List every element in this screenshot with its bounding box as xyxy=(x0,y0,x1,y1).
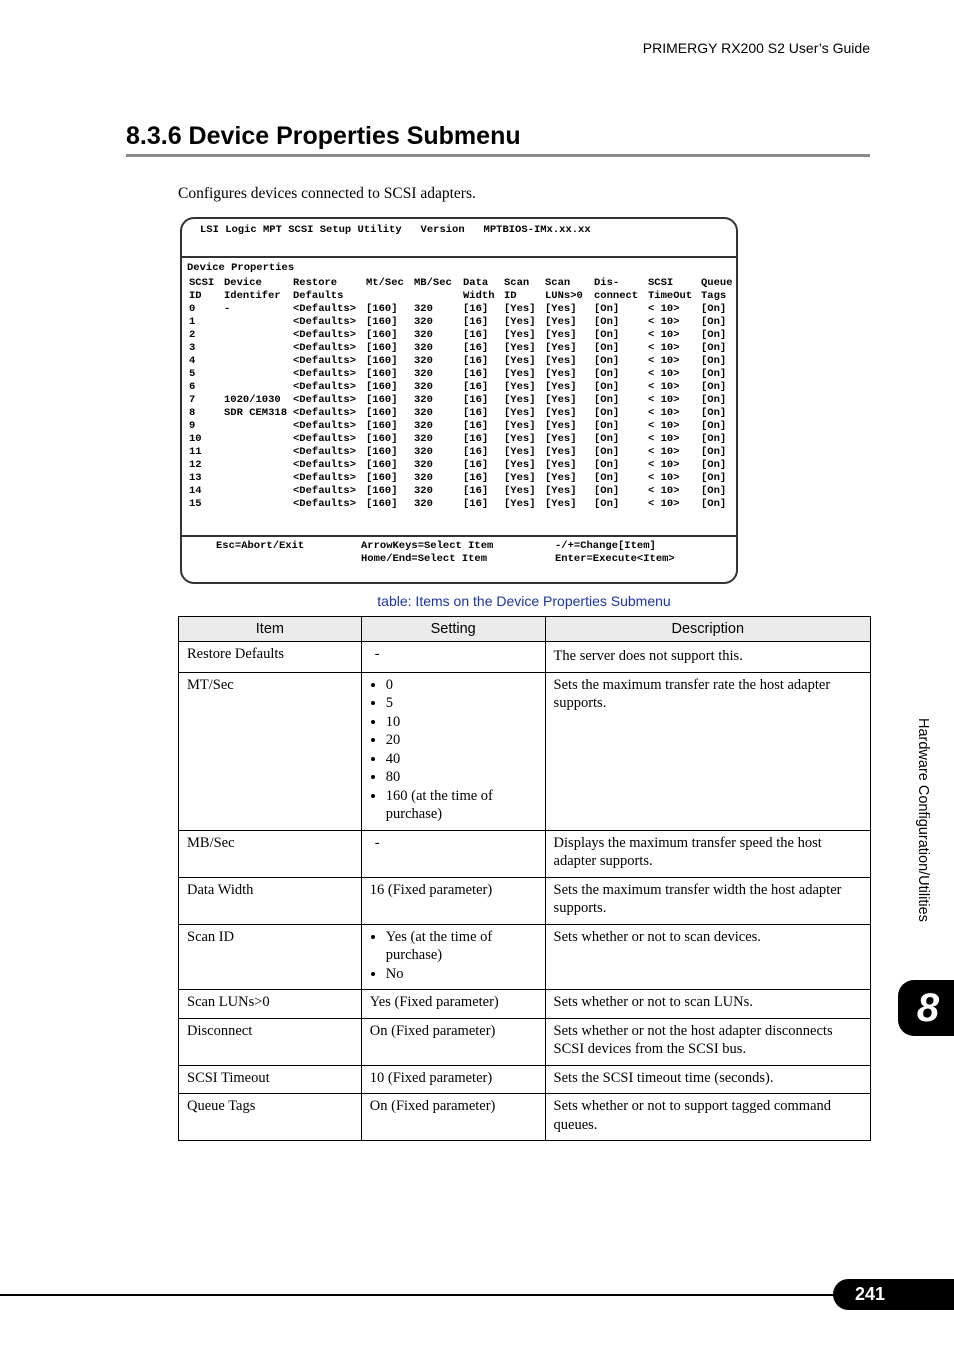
screen-cell[interactable]: 320 xyxy=(414,407,433,419)
screen-column xyxy=(701,277,733,511)
setting-value: On (Fixed parameter) xyxy=(369,1098,496,1114)
screen-cell[interactable]: [Yes] xyxy=(504,394,536,406)
screen-cell[interactable]: [Yes] xyxy=(504,316,536,328)
screen-cell[interactable]: [16] xyxy=(463,355,489,367)
screen-cell[interactable]: <Defaults> xyxy=(293,433,357,445)
screen-cell[interactable]: [Yes] xyxy=(545,355,577,367)
setting-value: On (Fixed parameter) xyxy=(369,1022,496,1039)
screen-cell[interactable]: [On] xyxy=(594,446,620,458)
screen-cell[interactable]: [160] xyxy=(366,407,398,419)
screen-cell[interactable]: [Yes] xyxy=(504,485,536,497)
screen-cell[interactable]: < 10> xyxy=(648,407,680,419)
description-cell: Sets whether or not the host adapter disconnects SCSI devices from the SCSI bus. xyxy=(545,1018,870,1065)
screen-cell[interactable]: [16] xyxy=(463,394,489,406)
table-row xyxy=(179,877,871,924)
screen-cell[interactable]: [16] xyxy=(463,303,489,315)
screen-cell[interactable]: < 10> xyxy=(648,342,680,354)
setting-option: • 10 xyxy=(386,713,537,732)
header-setting: Setting xyxy=(361,617,545,642)
header-description: Description xyxy=(545,617,870,642)
screen-cell[interactable]: [On] xyxy=(701,459,727,471)
table-row xyxy=(179,1018,871,1065)
screen-cell[interactable]: 320 xyxy=(414,485,433,497)
screen-cell[interactable]: < 10> xyxy=(648,394,680,406)
item-cell: Queue Tags xyxy=(179,1094,362,1141)
screen-cell[interactable]: [On] xyxy=(594,394,620,406)
item-cell: Restore Defaults xyxy=(179,642,362,673)
setting-value: 16 (Fixed parameter) xyxy=(369,881,493,898)
column-header: Restore xyxy=(293,277,338,289)
screen-cell[interactable]: 320 xyxy=(414,498,433,510)
screen-cell[interactable]: [Yes] xyxy=(545,472,577,484)
description-cell: Sets the SCSI timeout time (seconds). xyxy=(545,1065,870,1094)
screen-cell: 7 xyxy=(189,394,196,406)
screen-cell: 1 xyxy=(189,316,196,328)
screen-cell xyxy=(224,342,287,355)
screen-cell xyxy=(224,381,287,394)
title-divider xyxy=(182,256,736,258)
screen-cell[interactable]: 320 xyxy=(414,355,433,367)
setting-cell xyxy=(361,877,545,924)
header-item: Item xyxy=(179,617,362,642)
screen-cell[interactable]: [On] xyxy=(594,303,620,315)
screen-cell[interactable]: <Defaults> xyxy=(293,420,357,432)
screen-column xyxy=(463,277,495,511)
screen-cell[interactable]: [Yes] xyxy=(545,407,577,419)
chapter-side-label: Hardware Configuration/Utilities xyxy=(915,718,931,922)
screen-cell[interactable]: [160] xyxy=(366,446,398,458)
screen-cell[interactable]: [On] xyxy=(701,303,727,315)
footer-rule xyxy=(0,1294,840,1296)
setting-cell xyxy=(361,990,545,1019)
screen-cell: 12 xyxy=(189,459,202,471)
setting-list xyxy=(370,928,537,984)
screen-cell: 14 xyxy=(189,485,202,497)
screen-cell[interactable]: 320 xyxy=(414,368,433,380)
screen-cell[interactable]: [Yes] xyxy=(504,407,536,419)
setting-cell xyxy=(361,924,545,990)
screen-cell[interactable]: [Yes] xyxy=(504,303,536,315)
screen-cell[interactable]: [On] xyxy=(701,446,727,458)
screen-cell[interactable]: < 10> xyxy=(648,355,680,367)
screen-cell[interactable]: [160] xyxy=(366,459,398,471)
column-header-line2: Width xyxy=(463,290,495,302)
screen-cell[interactable]: [On] xyxy=(701,485,727,497)
screen-cell xyxy=(224,459,287,472)
screen-column xyxy=(224,277,287,511)
screen-cell[interactable]: [Yes] xyxy=(545,316,577,328)
column-header-line2 xyxy=(414,290,452,303)
screen-cell[interactable]: [On] xyxy=(594,498,620,510)
screen-cell: 13 xyxy=(189,472,202,484)
screen-cell[interactable]: < 10> xyxy=(648,303,680,315)
screen-cell xyxy=(224,368,287,381)
screen-cell[interactable]: <Defaults> xyxy=(293,368,357,380)
screen-cell xyxy=(224,420,287,433)
screen-cell[interactable]: < 10> xyxy=(648,420,680,432)
screen-cell[interactable]: [160] xyxy=(366,420,398,432)
screen-cell: 5 xyxy=(189,368,196,380)
screen-cell[interactable]: [On] xyxy=(701,381,727,393)
screen-column xyxy=(189,277,214,511)
screen-cell[interactable]: [On] xyxy=(594,420,620,432)
screen-cell[interactable]: [On] xyxy=(594,472,620,484)
setting-value: 10 (Fixed parameter) xyxy=(369,1069,493,1086)
screen-cell[interactable]: 320 xyxy=(414,433,433,445)
screen-cell xyxy=(224,446,287,459)
screen-cell[interactable]: [On] xyxy=(701,355,727,367)
column-header: Mt/Sec xyxy=(366,277,404,289)
screen-cell xyxy=(224,485,287,498)
table-row xyxy=(179,1094,871,1141)
screen-cell[interactable]: [Yes] xyxy=(545,303,577,315)
screen-cell[interactable]: [On] xyxy=(701,433,727,445)
screen-cell[interactable]: [Yes] xyxy=(504,459,536,471)
column-header: Device xyxy=(224,277,262,289)
screen-column xyxy=(414,277,452,511)
screen-cell[interactable]: 320 xyxy=(414,420,433,432)
screen-cell[interactable]: [160] xyxy=(366,485,398,497)
column-header-line2: TimeOut xyxy=(648,290,693,302)
screen-cell[interactable]: [16] xyxy=(463,459,489,471)
screen-cell[interactable]: <Defaults> xyxy=(293,394,357,406)
setting-option: • Yes (at the time of purchase) xyxy=(386,928,537,965)
item-cell: Data Width xyxy=(179,877,362,924)
screen-cell[interactable]: [160] xyxy=(366,381,398,393)
execute-item-hint: Enter=Execute<Item> xyxy=(555,553,675,565)
screen-cell[interactable]: <Defaults> xyxy=(293,485,357,497)
screen-column xyxy=(594,277,638,511)
screen-cell[interactable]: <Defaults> xyxy=(293,329,357,341)
screen-cell[interactable]: [On] xyxy=(594,329,620,341)
setting-value: Yes (Fixed parameter) xyxy=(369,994,499,1010)
screen-cell[interactable]: [16] xyxy=(463,316,489,328)
screen-cell[interactable]: [160] xyxy=(366,394,398,406)
setting-option: • 20 xyxy=(386,731,537,750)
screen-cell[interactable]: <Defaults> xyxy=(293,381,357,393)
screen-cell[interactable]: <Defaults> xyxy=(293,498,357,510)
screen-cell[interactable]: [160] xyxy=(366,316,398,328)
screen-cell[interactable]: 320 xyxy=(414,394,433,406)
item-cell: Scan ID xyxy=(179,924,362,990)
column-header-line2: ID xyxy=(189,290,202,302)
screen-cell: SDR CEM318 xyxy=(224,407,288,419)
intro-text: Configures devices connected to SCSI adapters. xyxy=(178,185,476,202)
screen-cell[interactable]: [Yes] xyxy=(545,342,577,354)
screen-cell[interactable]: 320 xyxy=(414,329,433,341)
screen-cell[interactable]: [Yes] xyxy=(504,381,536,393)
item-cell: Scan LUNs>0 xyxy=(179,990,362,1019)
screen-cell[interactable]: [On] xyxy=(594,355,620,367)
table-row xyxy=(179,830,871,877)
description-cell: Sets the maximum transfer width the host adapter supports. xyxy=(545,877,870,924)
description-cell: Sets the maximum transfer rate the host adapter supports. xyxy=(545,672,870,830)
screen-cell xyxy=(224,316,287,329)
screen-cell[interactable]: [Yes] xyxy=(545,446,577,458)
screen-cell[interactable]: [Yes] xyxy=(504,472,536,484)
screen-cell xyxy=(224,498,287,511)
screen-column xyxy=(545,277,583,511)
table-row xyxy=(179,924,871,990)
screen-cell[interactable]: [On] xyxy=(701,498,727,510)
screen-cell[interactable]: [Yes] xyxy=(545,381,577,393)
screen-cell[interactable]: < 10> xyxy=(648,433,680,445)
screen-cell[interactable]: [16] xyxy=(463,433,489,445)
page-number: 241 xyxy=(833,1279,954,1310)
screen-column xyxy=(504,277,536,511)
screen-cell: 9 xyxy=(189,420,196,432)
screen-cell[interactable]: [16] xyxy=(463,368,489,380)
screen-cell: 0 xyxy=(189,303,196,315)
item-cell: SCSI Timeout xyxy=(179,1065,362,1094)
screen-cell[interactable]: [On] xyxy=(701,472,727,484)
setting-cell xyxy=(361,1065,545,1094)
table-caption: table: Items on the Device Properties Submenu xyxy=(377,593,671,609)
screen-cell[interactable]: <Defaults> xyxy=(293,355,357,367)
screen-cell[interactable]: [Yes] xyxy=(545,420,577,432)
screen-cell[interactable]: <Defaults> xyxy=(293,472,357,484)
screen-cell[interactable]: [On] xyxy=(701,342,727,354)
screen-cell[interactable]: [On] xyxy=(701,316,727,328)
screen-cell[interactable]: < 10> xyxy=(648,472,680,484)
screen-cell[interactable]: [On] xyxy=(594,485,620,497)
screen-cell[interactable]: [160] xyxy=(366,303,398,315)
screen-cell[interactable]: [16] xyxy=(463,342,489,354)
setting-cell xyxy=(361,672,545,830)
setting-cell xyxy=(361,1018,545,1065)
screen-cell[interactable]: 320 xyxy=(414,446,433,458)
screen-column xyxy=(293,277,356,511)
description-cell: Sets whether or not to scan LUNs. xyxy=(545,990,870,1019)
screen-cell[interactable]: [On] xyxy=(594,433,620,445)
item-cell: MB/Sec xyxy=(179,830,362,877)
screen-cell: 1020/1030 xyxy=(224,394,281,406)
screen-cell[interactable]: [On] xyxy=(701,420,727,432)
screen-cell[interactable]: [On] xyxy=(594,381,620,393)
screen-cell[interactable]: < 10> xyxy=(648,498,680,510)
change-item-hint: -/+=Change[Item] xyxy=(555,540,656,552)
column-header-line2: Tags xyxy=(701,290,727,302)
screen-cell[interactable]: [Yes] xyxy=(545,485,577,497)
setting-list xyxy=(370,676,537,824)
screen-column xyxy=(648,277,692,511)
screen-cell[interactable]: [160] xyxy=(366,472,398,484)
setting-option: • 40 xyxy=(386,750,537,769)
arrow-keys-hint: ArrowKeys=Select Item xyxy=(361,540,494,552)
screen-cell[interactable]: [On] xyxy=(594,407,620,419)
screen-cell[interactable]: < 10> xyxy=(648,446,680,458)
screen-cell[interactable]: [Yes] xyxy=(545,459,577,471)
screen-cell[interactable]: [Yes] xyxy=(504,420,536,432)
screen-cell[interactable]: [Yes] xyxy=(504,433,536,445)
section-heading: 8.3.6 Device Properties Submenu xyxy=(126,122,870,157)
setup-utility-screen xyxy=(180,217,738,584)
column-header: Dis- xyxy=(594,277,620,289)
screen-cell xyxy=(224,329,287,342)
screen-cell[interactable]: [On] xyxy=(701,329,727,341)
screen-cell[interactable]: [Yes] xyxy=(545,433,577,445)
column-header-line2 xyxy=(366,290,404,303)
screen-cell[interactable]: < 10> xyxy=(648,329,680,341)
column-header-line2: ID xyxy=(504,290,517,302)
screen-cell[interactable]: [Yes] xyxy=(504,355,536,367)
setting-cell xyxy=(361,830,545,877)
setting-value: - xyxy=(374,834,380,851)
screen-cell[interactable]: [Yes] xyxy=(545,368,577,380)
utility-title: LSI Logic MPT SCSI Setup Utility Version MPTBIOS-IMx.xx.xx xyxy=(200,224,591,236)
screen-cell[interactable]: [16] xyxy=(463,407,489,419)
guide-title: PRIMERGY RX200 S2 User’s Guide xyxy=(642,40,870,56)
setting-option: • 0 xyxy=(386,676,537,695)
screen-column xyxy=(366,277,404,511)
column-header: Scan xyxy=(545,277,571,289)
setting-value: - xyxy=(374,646,380,662)
screen-cell: 15 xyxy=(189,498,202,510)
screen-cell[interactable]: 320 xyxy=(414,472,433,484)
screen-cell[interactable]: <Defaults> xyxy=(293,316,357,328)
screen-cell[interactable]: [Yes] xyxy=(545,329,577,341)
screen-cell[interactable]: [On] xyxy=(701,407,727,419)
screen-cell[interactable]: [160] xyxy=(366,342,398,354)
table-row xyxy=(179,1065,871,1094)
screen-cell xyxy=(224,433,287,446)
column-header: Scan xyxy=(504,277,530,289)
screen-cell[interactable]: < 10> xyxy=(648,368,680,380)
screen-cell[interactable]: [On] xyxy=(594,342,620,354)
screen-cell[interactable]: [160] xyxy=(366,368,398,380)
description-cell: Displays the maximum transfer speed the host adapter supports. xyxy=(545,830,870,877)
screen-cell: 3 xyxy=(189,342,196,354)
screen-cell[interactable]: [On] xyxy=(594,459,620,471)
screen-cell[interactable]: [16] xyxy=(463,329,489,341)
column-header: Data xyxy=(463,277,489,289)
screen-cell: 2 xyxy=(189,329,196,341)
items-table xyxy=(178,616,871,1141)
screen-cell[interactable]: 320 xyxy=(414,459,433,471)
screen-cell[interactable]: <Defaults> xyxy=(293,342,357,354)
screen-cell[interactable]: [Yes] xyxy=(504,342,536,354)
screen-cell[interactable]: <Defaults> xyxy=(293,407,357,419)
chapter-tab: 8 xyxy=(898,980,954,1036)
screen-cell[interactable]: < 10> xyxy=(648,316,680,328)
screen-cell[interactable]: [Yes] xyxy=(545,394,577,406)
screen-cell: 11 xyxy=(189,446,202,458)
screen-cell[interactable]: < 10> xyxy=(648,485,680,497)
column-header: SCSI xyxy=(189,277,215,289)
screen-cell[interactable]: [160] xyxy=(366,355,398,367)
screen-cell[interactable]: [16] xyxy=(463,472,489,484)
screen-cell xyxy=(224,355,287,368)
screen-cell[interactable]: < 10> xyxy=(648,459,680,471)
screen-cell[interactable]: [16] xyxy=(463,420,489,432)
screen-cell[interactable]: [160] xyxy=(366,329,398,341)
description-cell: Sets whether or not to support tagged command queues. xyxy=(545,1094,870,1141)
screen-cell[interactable]: <Defaults> xyxy=(293,303,357,315)
screen-cell[interactable]: 320 xyxy=(414,381,433,393)
item-cell: Disconnect xyxy=(179,1018,362,1065)
setting-option: • No xyxy=(386,965,537,984)
screen-cell[interactable]: [160] xyxy=(366,433,398,445)
column-header: SCSI xyxy=(648,277,674,289)
screen-cell[interactable]: [Yes] xyxy=(504,368,536,380)
setting-cell xyxy=(361,1094,545,1141)
column-header: Queue xyxy=(701,277,733,289)
screen-cell: 10 xyxy=(189,433,202,445)
screen-cell[interactable]: < 10> xyxy=(648,381,680,393)
home-end-hint: Home/End=Select Item xyxy=(361,553,488,565)
description-cell: Sets whether or not to scan devices. xyxy=(545,924,870,990)
table-row xyxy=(179,990,871,1019)
screen-cell[interactable]: 320 xyxy=(414,342,433,354)
screen-cell[interactable]: [16] xyxy=(463,381,489,393)
column-header-line2: LUNs>0 xyxy=(545,290,583,302)
setting-option: • 5 xyxy=(386,694,537,713)
esc-hint: Esc=Abort/Exit xyxy=(216,540,305,552)
column-header: MB/Sec xyxy=(414,277,452,289)
setting-option: • 160 (at the time of purchase) xyxy=(386,787,537,824)
screen-cell: 4 xyxy=(189,355,196,367)
screen-cell[interactable]: [160] xyxy=(366,498,398,510)
screen-cell[interactable]: <Defaults> xyxy=(293,459,357,471)
screen-cell xyxy=(224,472,287,485)
screen-cell[interactable]: 320 xyxy=(414,303,433,315)
screen-cell: 6 xyxy=(189,381,196,393)
screen-cell[interactable]: [16] xyxy=(463,498,489,510)
screen-cell[interactable]: [16] xyxy=(463,485,489,497)
screen-cell[interactable]: [Yes] xyxy=(504,329,536,341)
screen-cell[interactable]: [Yes] xyxy=(545,498,577,510)
screen-subtitle: Device Properties xyxy=(187,262,295,274)
description-cell: The server does not support this. xyxy=(545,642,870,673)
screen-cell[interactable]: [Yes] xyxy=(504,446,536,458)
screen-cell[interactable]: [Yes] xyxy=(504,498,536,510)
screen-cell: 8 xyxy=(189,407,196,419)
column-header-line2: connect xyxy=(594,290,639,302)
screen-cell[interactable]: [On] xyxy=(701,394,727,406)
table-header-row xyxy=(179,617,871,642)
setting-option: • 80 xyxy=(386,768,537,787)
table-row xyxy=(179,672,871,830)
screen-cell[interactable]: [On] xyxy=(701,368,727,380)
screen-cell[interactable]: [On] xyxy=(594,368,620,380)
column-header-line2: Identifer xyxy=(224,290,281,302)
setting-cell xyxy=(361,642,545,673)
table-row xyxy=(179,642,871,673)
screen-cell[interactable]: [On] xyxy=(594,316,620,328)
column-header-line2: Defaults xyxy=(293,290,344,302)
screen-cell[interactable]: 320 xyxy=(414,316,433,328)
footer-divider xyxy=(182,535,736,537)
screen-cell[interactable]: [16] xyxy=(463,446,489,458)
item-cell: MT/Sec xyxy=(179,672,362,830)
screen-cell[interactable]: <Defaults> xyxy=(293,446,357,458)
screen-cell: - xyxy=(224,303,231,315)
